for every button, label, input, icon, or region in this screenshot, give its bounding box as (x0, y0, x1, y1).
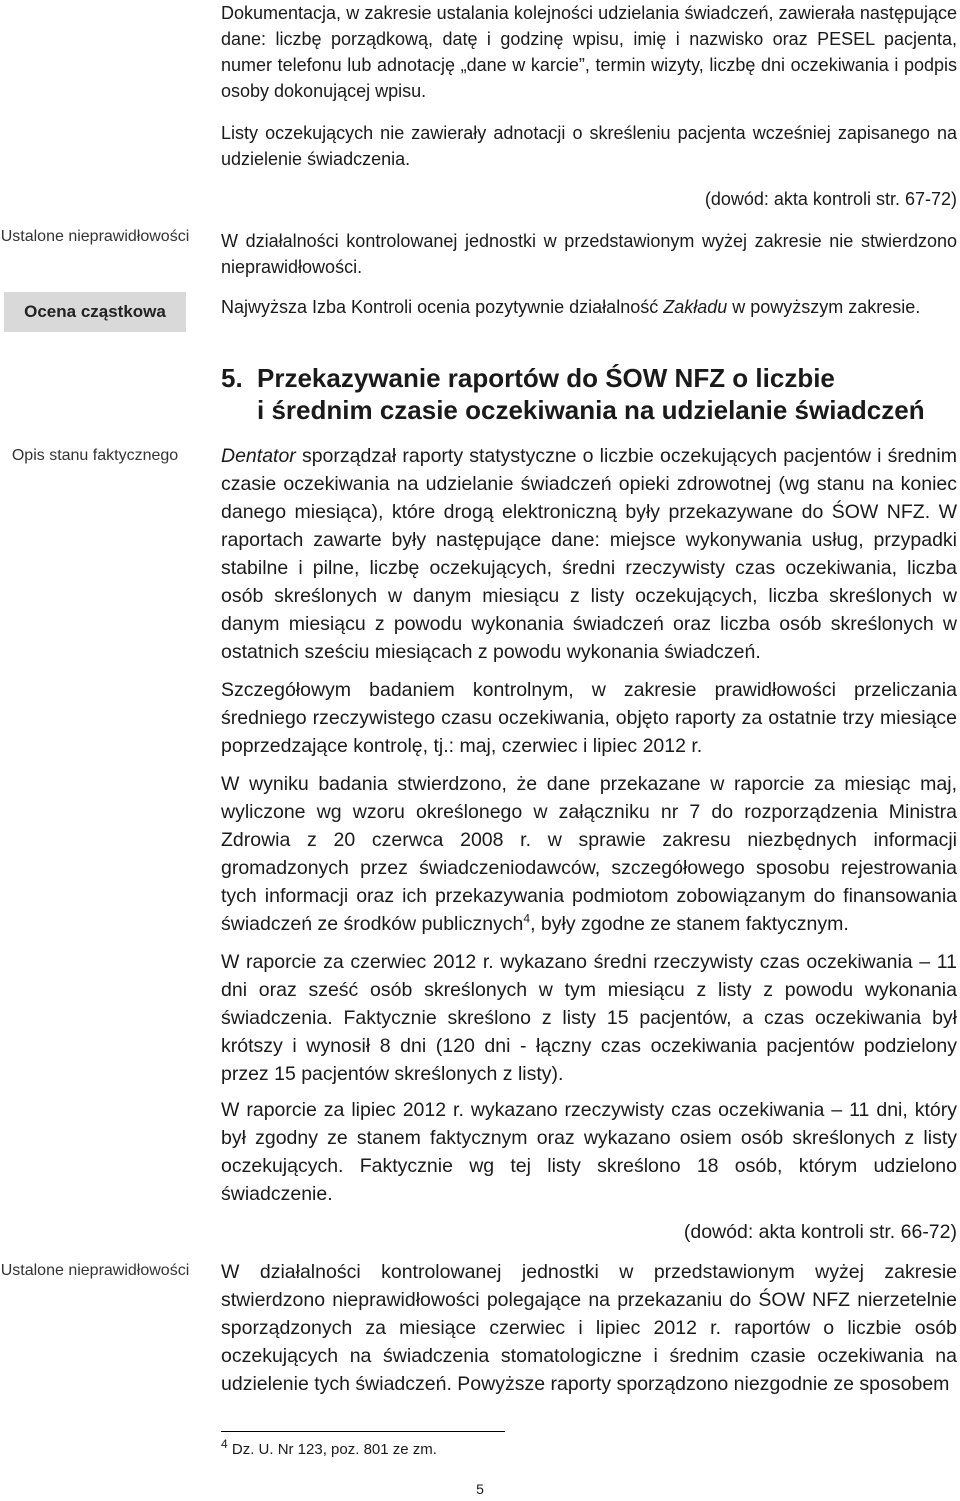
paragraph-may-report (221, 770, 957, 938)
may-report-text-end: , były zgodne ze stanem faktycznym. (530, 913, 849, 935)
assessment-text-a: Najwyższa Izba Kontroli ocenia pozytywnie działalność (221, 297, 664, 317)
page-number: 5 (476, 1481, 484, 1497)
section-heading (221, 362, 957, 426)
assessment-emphasis: Zakładu (663, 297, 728, 317)
paragraph-july-report: W raporcie za lipiec 2012 r. wykazano rzeczywisty czas oczekiwania – 11 dni, który był zgodny ze stanem faktycznym oraz wykazano osiem osób skreślonych z listy oczekujących. Faktycznie wg tej listy skreślono 18 osób, którym udzielono świadczenie. (221, 1099, 957, 1205)
sidebar-box-partial-assessment: Ocena cząstkowa (4, 292, 186, 332)
paragraph-nik-assessment (221, 294, 957, 320)
sidebar-label-factual-state: Opis stanu faktycznego (11, 447, 179, 464)
footnote-ref: 4 (523, 911, 531, 926)
sidebar-label-irregularities: Ustalone nieprawidłowości (0, 228, 190, 245)
paragraph-waiting-lists: Listy oczekujących nie zawierały adnotacji o skreśleniu pacjenta wcześniej zapisanego na udzielenie świadczenia. (221, 123, 957, 169)
evidence-reference-2: (dowód: akta kontroli str. 66-72) (683, 1221, 957, 1243)
paragraph-irregularities-found: W działalności kontrolowanej jednostki w przedstawionym wyżej zakresie stwierdzono nieprawidłowości polegające na przekazaniu do ŚOW NFZ nierzetelnie sporządzonych za miesiące czerwiec i lipiec 2012 r. raportów o liczbie osób oczekujących na świadczenia stomatologiczne i średnim czasie oczekiwania na udzielenie tych świadczeń. Powyższe raporty sporządzono niezgodnie ze sposobem (221, 1261, 957, 1395)
paragraph-reports (221, 442, 957, 666)
company-name: Dentator (221, 445, 296, 467)
sidebar-label-irregularities-2: Ustalone nieprawidłowości (0, 1262, 190, 1279)
evidence-reference-1: (dowód: akta kontroli str. 67-72) (704, 189, 957, 209)
may-report-text: W wyniku badania stwierdzono, że dane przekazane w raporcie za miesiąc maj, wyliczone wg wzoru określonego w załączniku nr 7 do rozporządzenia Ministra Zdrowia z 20 czerwca 2008 r. w sprawie zakresu niezbędnych informacji gromadzonych przez świadczeniodawców, szczegółowego sposobu rejestrowania tych informacji oraz ich przekazywania podmiotom zobowiązanym do finansowania świadczeń ze środków publicznych (221, 773, 957, 935)
footnote-text: Dz. U. Nr 123, poz. 801 ze zm. (227, 1441, 437, 1458)
footnote-divider (221, 1431, 505, 1432)
paragraph-detailed-audit: Szczegółowym badaniem kontrolnym, w zakresie prawidłowości przeliczania średniego rzeczywistego czasu oczekiwania, objęto raporty za ostatnie trzy miesiące poprzedzające kontrolę, tj.: maj, czerwiec i lipiec 2012 r. (221, 679, 957, 757)
reports-text: sporządzał raporty statystyczne o liczbie oczekujących pacjentów i średnim czasie oczekiwania na udzielanie świadczeń opieki zdrowotnej (wg stanu na koniec danego miesiąca), które drogą elektroniczną były przekazywane do ŚOW NFZ. W raportach zawarte były następujące dane: miejsce wykonywania usług, przypadki stabilne i pilne, liczbę oczekujących, średni rzeczywisty czas oczekiwania, liczba osób skreślonych w danym miesiącu z listy oczekujących, liczba skreślonych w danym miesiącu z powodu wykonania świadczeń oraz liczba osób skreślonych w ostatnich sześciu miesiącach z powodu wykonania świadczeń. (221, 445, 957, 663)
paragraph-no-irregularities: W działalności kontrolowanej jednostki w przedstawionym wyżej zakresie nie stwierdzono nieprawidłowości. (221, 231, 957, 277)
footnote (221, 1437, 437, 1460)
assessment-text-b: w powyższym zakresie. (727, 297, 921, 317)
section-heading-line-1: Przekazywanie raportów do ŚOW NFZ o liczbie (257, 363, 835, 393)
section-number: 5. (221, 363, 243, 393)
footnote-number: 4 (221, 1437, 228, 1451)
paragraph-documentation: Dokumentacja, w zakresie ustalania kolejności udzielania świadczeń, zawierała następujące dane: liczbę porządkową, datę i godzinę wpisu, imię i nazwisko oraz PESEL pacjenta, numer telefonu lub adnotację „dane w karcie”, termin wizyty, liczbę dni oczekiwania i podpis osoby dokonującej wpisu. (221, 3, 957, 101)
paragraph-june-report: W raporcie za czerwiec 2012 r. wykazano średni rzeczywisty czas oczekiwania – 11 dni oraz sześć osób skreślonych w tym miesiącu z listy z powodu wykonania świadczenia. Faktycznie skreślono z listy 15 pacjentów, a czas oczekiwania był krótszy i wynosił 8 dni (120 dni - łączny czas oczekiwania pacjentów podzielony przez 15 pacjentów skreślonych z listy). (221, 951, 957, 1085)
section-heading-line-2: i średnim czasie oczekiwania na udzielanie świadczeń (257, 395, 925, 425)
